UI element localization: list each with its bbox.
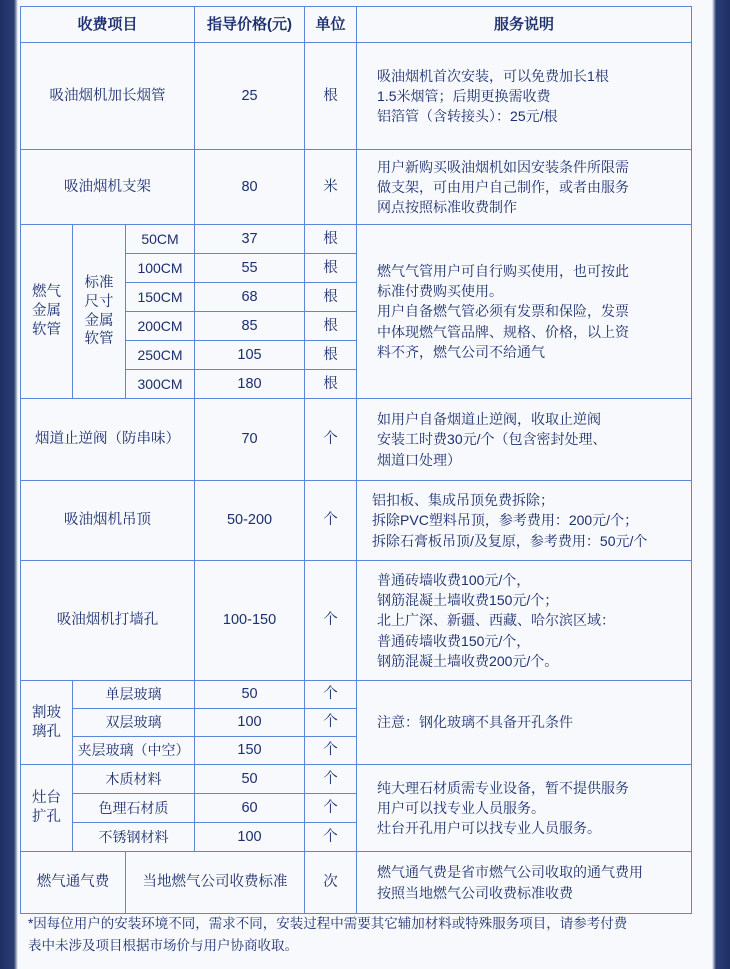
hose-unit: 根	[305, 225, 357, 254]
header-row	[21, 7, 692, 43]
item-description	[357, 150, 692, 225]
row-ceiling	[21, 481, 692, 561]
hose-size: 200CM	[126, 312, 195, 341]
hose-price: 37	[195, 225, 305, 254]
desc-line: 钢筋混凝土墙收费150元/个；	[377, 592, 559, 609]
stove-material: 木质材料	[73, 765, 195, 794]
item-unit: 个	[305, 481, 357, 561]
item-description	[357, 43, 692, 150]
hose-size: 50CM	[126, 225, 195, 254]
stove-price: 60	[195, 794, 305, 823]
gas-hose-subgroup: 标准尺寸金属软管	[73, 225, 126, 399]
desc-line: 1.5米烟管；后期更换需收费	[377, 87, 551, 104]
desc-line: 吸油烟机首次安装，可以免费加长1根	[377, 67, 609, 84]
row-glass-hole	[21, 681, 692, 709]
hose-size: 100CM	[126, 254, 195, 283]
desc-line: 灶台开孔用户可以找专业人员服务。	[377, 820, 602, 837]
item-name: 吸油烟机加长烟管	[21, 43, 195, 150]
row-stove-hole	[21, 765, 692, 794]
item-name: 吸油烟机吊顶	[21, 481, 195, 561]
hose-unit: 根	[305, 254, 357, 283]
item-description	[357, 399, 692, 481]
row-gas-connection	[21, 852, 692, 914]
header-unit: 单位	[305, 7, 357, 43]
glass-type: 夹层玻璃（中空）	[73, 737, 195, 765]
item-name: 吸油烟机打墙孔	[21, 561, 195, 681]
desc-line: 北上广深、新疆、西藏、哈尔滨区域：	[377, 612, 616, 629]
item-description	[357, 561, 692, 681]
gas-hose-description	[357, 225, 692, 399]
row-check-valve	[21, 399, 692, 481]
desc-line: 用户新购买吸油烟机如因安装条件所限需	[377, 158, 630, 175]
glass-unit: 个	[305, 737, 357, 765]
footnote-line: 表中未涉及项目根据市场价与用户协商收取。	[28, 937, 298, 953]
item-price: 70	[195, 399, 305, 481]
desc-line: 按照当地燃气公司收费标准收费	[377, 884, 574, 901]
gas-hose-group: 燃气金属软管	[21, 225, 73, 399]
item-description	[357, 852, 692, 914]
desc-line: 安装工时费30元/个（包含密封处理、	[377, 431, 607, 448]
stove-material: 色理石材质	[73, 794, 195, 823]
glass-unit: 个	[305, 681, 357, 709]
hose-size: 150CM	[126, 283, 195, 312]
desc-line: 燃气气管用户可自行购买使用，也可按此	[377, 262, 630, 279]
glass-type: 单层玻璃	[73, 681, 195, 709]
header-service: 服务说明	[357, 7, 692, 43]
row-gas-hose	[21, 225, 692, 254]
item-name: 燃气通气费	[21, 852, 126, 914]
stove-unit: 个	[305, 765, 357, 794]
glass-type: 双层玻璃	[73, 709, 195, 737]
desc-line: 烟道口处理）	[377, 451, 462, 468]
glass-price: 50	[195, 681, 305, 709]
row-wall-hole	[21, 561, 692, 681]
hose-price: 85	[195, 312, 305, 341]
row-bracket	[21, 150, 692, 225]
hose-unit: 根	[305, 341, 357, 370]
hose-size: 300CM	[126, 370, 195, 399]
stove-unit: 个	[305, 823, 357, 852]
hose-unit: 根	[305, 370, 357, 399]
stove-price: 100	[195, 823, 305, 852]
header-item: 收费项目	[21, 7, 195, 43]
desc-line: 料不齐，燃气公司不给通气	[377, 343, 546, 360]
desc-line: 拆除PVC塑料吊顶，参考费用：200元/个；	[372, 512, 639, 529]
glass-unit: 个	[305, 709, 357, 737]
row-chimney-extension	[21, 43, 692, 150]
glass-price: 150	[195, 737, 305, 765]
desc-line: 铝扣板、集成吊顶免费拆除；	[372, 492, 555, 509]
desc-line: 普通砖墙收费100元/个，	[377, 571, 531, 588]
desc-line: 钢筋混凝土墙收费200元/个。	[377, 652, 559, 669]
item-unit: 根	[305, 43, 357, 150]
hose-price: 180	[195, 370, 305, 399]
hose-size: 250CM	[126, 341, 195, 370]
footnote	[28, 913, 668, 956]
desc-line: 用户可以找专业人员服务。	[377, 799, 546, 816]
item-price: 80	[195, 150, 305, 225]
item-unit: 次	[305, 852, 357, 914]
hose-unit: 根	[305, 283, 357, 312]
item-description	[357, 481, 692, 561]
desc-line: 用户自备燃气管必须有发票和保险，发票	[377, 303, 630, 320]
item-name: 吸油烟机支架	[21, 150, 195, 225]
desc-line: 如用户自备烟道止逆阀，收取止逆阀	[377, 411, 602, 428]
stove-price: 50	[195, 765, 305, 794]
desc-line: 铝箔管（含转接头）：25元/根	[377, 108, 558, 125]
item-unit: 个	[305, 399, 357, 481]
glass-price: 100	[195, 709, 305, 737]
footnote-line: *因每位用户的安装环境不同，需求不同，安装过程中需要其它辅加材料或特殊服务项目，请参考付费	[28, 916, 628, 931]
header-price: 指导价格(元)	[195, 7, 305, 43]
desc-line: 燃气通气费是省市燃气公司收取的通气费用	[377, 864, 644, 881]
glass-hole-group: 割玻璃孔	[21, 681, 73, 765]
desc-line: 中体现燃气管品牌、规格、价格，以上资	[377, 323, 630, 340]
stove-unit: 个	[305, 794, 357, 823]
item-price: 100-150	[195, 561, 305, 681]
hose-price: 68	[195, 283, 305, 312]
hose-price: 55	[195, 254, 305, 283]
stove-material: 不锈钢材料	[73, 823, 195, 852]
desc-line: 网点按照标准收费制作	[377, 199, 518, 216]
desc-line: 纯大理石材质需专业设备，暂不提供服务	[377, 779, 630, 796]
item-unit: 个	[305, 561, 357, 681]
desc-line: 普通砖墙收费150元/个，	[377, 632, 531, 649]
item-unit: 米	[305, 150, 357, 225]
desc-line: 拆除石膏板吊顶/及复原，参考费用：50元/个	[372, 532, 648, 549]
glass-hole-description	[357, 681, 692, 765]
item-price: 25	[195, 43, 305, 150]
hose-price: 105	[195, 341, 305, 370]
hose-unit: 根	[305, 312, 357, 341]
stove-hole-description	[357, 765, 692, 852]
desc-line: 标准付费购买使用。	[377, 283, 504, 300]
desc-line: 做支架，可由用户自己制作，或者由服务	[377, 178, 630, 195]
fee-table	[20, 6, 692, 914]
item-price: 当地燃气公司收费标准	[126, 852, 305, 914]
item-price: 50-200	[195, 481, 305, 561]
item-name: 烟道止逆阀（防串味）	[21, 399, 195, 481]
desc-line: 注意：钢化玻璃不具备开孔条件	[377, 714, 574, 731]
stove-hole-group: 灶台扩孔	[21, 765, 73, 852]
